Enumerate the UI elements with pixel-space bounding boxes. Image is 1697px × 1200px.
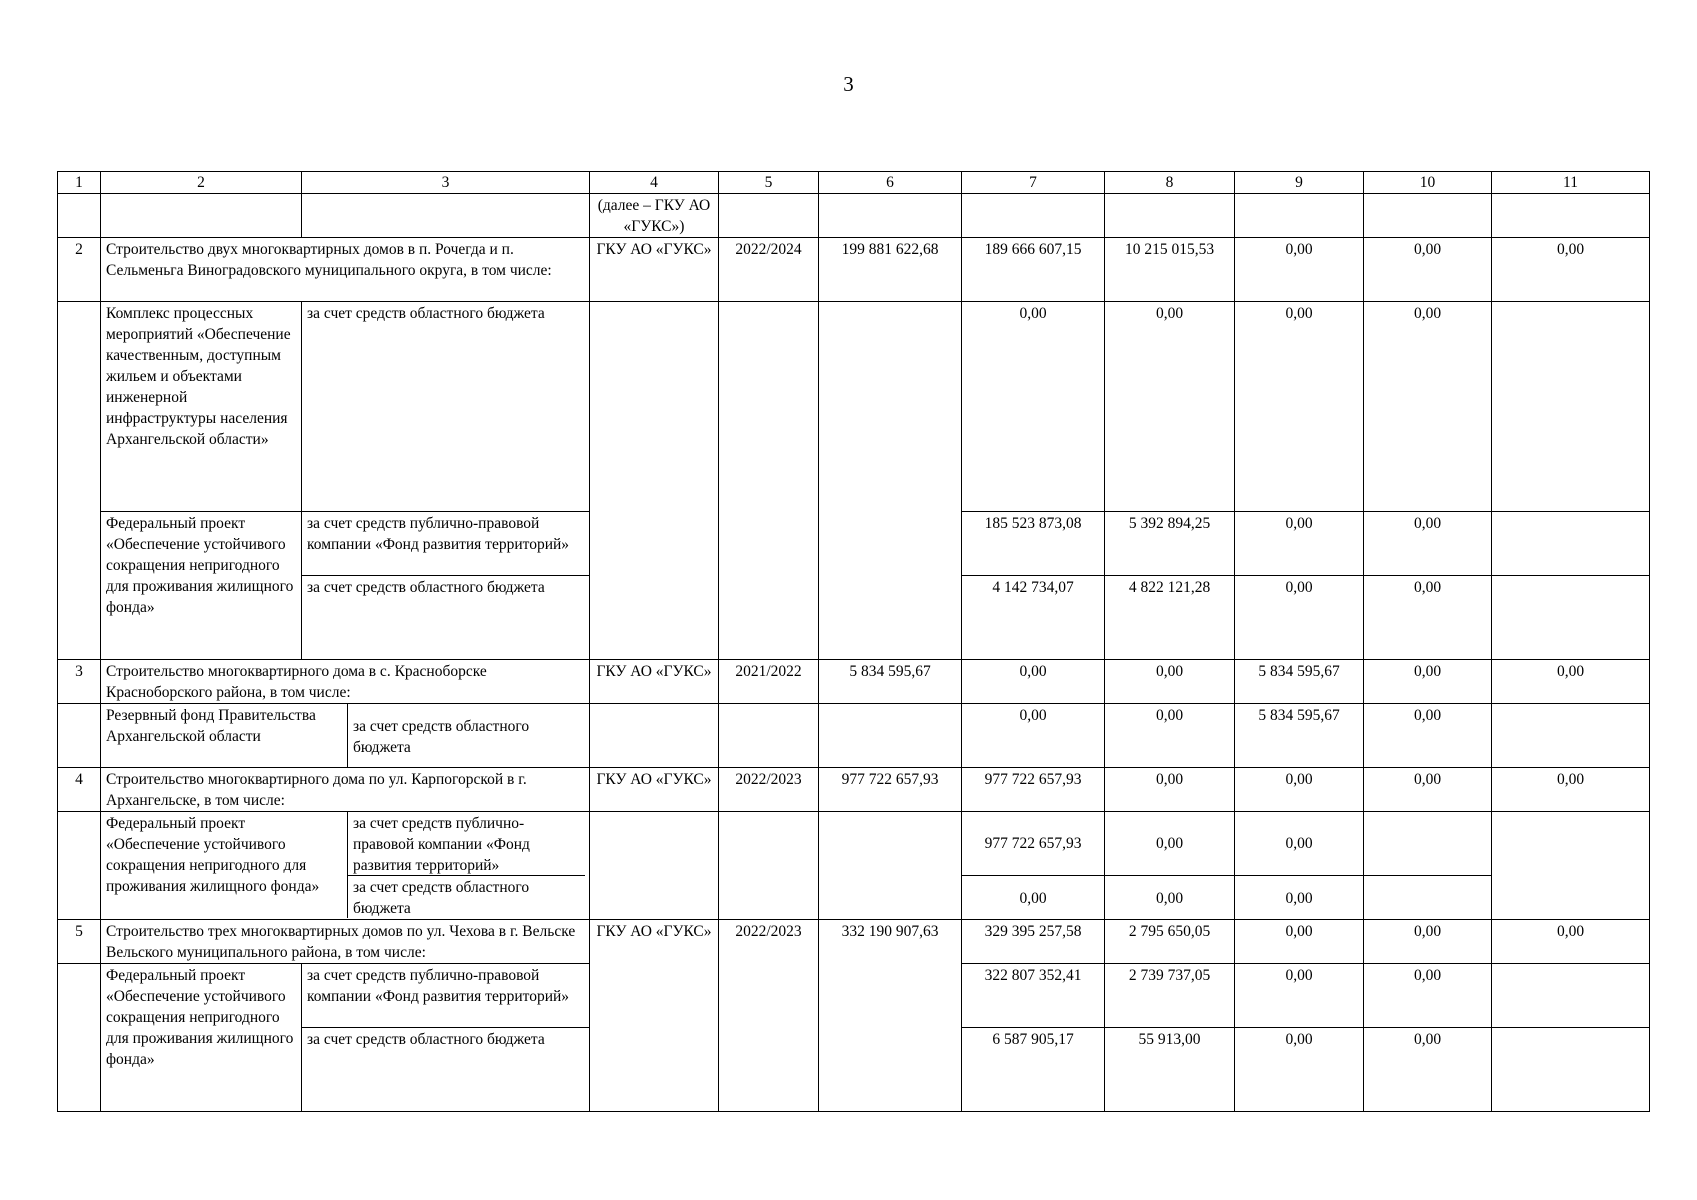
column-number: 11 [1492,172,1650,194]
value-col8: 0,00 [1155,835,1184,852]
column-number: 5 [719,172,819,194]
value-col11: 0,00 [1492,660,1650,704]
value-col9: 5 834 595,67 [1235,660,1364,704]
value-col9: 0,00 [1235,238,1364,302]
column-number: 6 [819,172,962,194]
row-number: 4 [58,768,101,812]
value-col7: 6 587 905,17 [962,1028,1105,1112]
row-number: 5 [58,920,101,964]
value-col9: 0,00 [1285,835,1313,852]
value-col9: 0,00 [1235,302,1364,512]
period: 2022/2023 [719,768,819,812]
value-col7: 0,00 [962,302,1105,512]
object-name: Строительство многоквартирного дома по ул. Карпогорской в г. Архангельске, в том числе: [101,768,590,812]
value-col7: 329 395 257,58 [962,920,1105,964]
value-col9-stack [1235,812,1364,920]
value-col7: 4 142 734,07 [962,576,1105,660]
column-number: 7 [962,172,1105,194]
value-col10-stack [1364,812,1492,920]
period: 2022/2024 [719,238,819,302]
value-col8: 5 392 894,25 [1105,512,1235,576]
value-col7: 977 722 657,93 [962,768,1105,812]
object-name: Строительство многоквартирного дома в с. Красноборске Красноборского района, в том числе: [101,660,590,704]
table-row [58,812,1650,920]
program-name: Комплекс процессных мероприятий «Обеспечение качественным, доступным жильем и объектами инженерной инфраструктуры населения Архангельской области» [101,302,302,512]
value-col9: 5 834 595,67 [1235,704,1364,768]
value-col9: 0,00 [1235,512,1364,576]
program-name: Федеральный проект «Обеспечение устойчивого сокращения непригодного для проживания жилищного фонда» [101,964,302,1112]
value-col8-stack [1105,812,1235,920]
value-col9: 0,00 [1235,964,1364,1028]
value-col10: 0,00 [1364,1028,1492,1112]
value-col8: 2 795 650,05 [1105,920,1235,964]
value-col9: 0,00 [1235,1028,1364,1112]
funding-source: за счет средств областного бюджета [347,704,574,767]
column-number: 8 [1105,172,1235,194]
value-col7-stack [962,812,1105,920]
value-col8: 0,00 [1105,768,1235,812]
funding-source: за счет средств областного бюджета [302,302,590,512]
value-col10: 0,00 [1364,512,1492,576]
value-col8: 0,00 [1105,660,1235,704]
page-number: 3 [843,72,854,96]
table-row [58,660,1650,704]
table-row [58,302,1650,512]
value-col10: 0,00 [1364,920,1492,964]
value-col10: 0,00 [1364,576,1492,660]
value-col11: 0,00 [1492,238,1650,302]
value-col10: 0,00 [1364,704,1492,768]
program-source-cell [101,812,590,920]
value-col8: 10 215 015,53 [1105,238,1235,302]
table-row [58,238,1650,302]
value-col11: 0,00 [1492,920,1650,964]
funding-source: за счет средств публично-правовой компании «Фонд развития территорий» [302,512,590,576]
object-name: Строительство двух многоквартирных домов в п. Рочегда и п. Сельменьга Виноградовского муниципального округа, в том числе: [101,238,590,302]
column-number: 3 [302,172,590,194]
value-col10: 0,00 [1364,302,1492,512]
value-col10: 0,00 [1364,964,1492,1028]
value-col8: 0,00 [1105,302,1235,512]
value-col8: 0,00 [1105,704,1235,768]
total-amount: 977 722 657,93 [819,768,962,812]
executor: ГКУ АО «ГУКС» [590,238,719,302]
value-col7: 0,00 [962,875,1104,919]
funding-source: за счет средств публично-правовой компании «Фонд развития территорий» [302,964,590,1028]
table-row [58,704,1650,768]
value-col7: 977 722 657,93 [984,835,1082,852]
executor-continuation: (далее – ГКУ АО «ГУКС») [590,194,719,238]
period: 2021/2022 [719,660,819,704]
value-col8: 55 913,00 [1105,1028,1235,1112]
table-row [58,920,1650,964]
value-col9: 0,00 [1235,875,1363,919]
column-number-row [58,172,1650,194]
funding-source: за счет средств областного бюджета [302,1028,590,1112]
value-col7: 322 807 352,41 [962,964,1105,1028]
total-amount: 199 881 622,68 [819,238,962,302]
value-col8: 2 739 737,05 [1105,964,1235,1028]
value-col7: 0,00 [962,704,1105,768]
value-col7: 189 666 607,15 [962,238,1105,302]
program-name: Федеральный проект «Обеспечение устойчивого сокращения непригодного для проживания жилищного фонда» [101,512,302,660]
funding-source: за счет средств областного бюджета [302,576,590,660]
value-col9: 0,00 [1235,576,1364,660]
value-col10: 0,00 [1364,238,1492,302]
table-row [58,194,1650,238]
funding-source-stack [347,812,585,918]
object-name: Строительство трех многоквартирных домов по ул. Чехова в г. Вельске Вельского муниципального района, в том числе: [101,920,590,964]
value-col9: 0,00 [1235,920,1364,964]
program-table [57,171,1650,1112]
executor: ГКУ АО «ГУКС» [590,920,719,1112]
table-row [58,768,1650,812]
column-number: 2 [101,172,302,194]
column-number: 10 [1364,172,1492,194]
value-col8: 4 822 121,28 [1105,576,1235,660]
column-number: 4 [590,172,719,194]
value-col10: 0,00 [1364,660,1492,704]
column-number: 1 [58,172,101,194]
column-number: 9 [1235,172,1364,194]
funding-source: за счет средств публично-правовой компании «Фонд развития территорий» [353,815,530,874]
total-amount: 5 834 595,67 [819,660,962,704]
program-source-cell [101,704,590,768]
total-amount: 332 190 907,63 [819,920,962,1112]
value-col7: 185 523 873,08 [962,512,1105,576]
row-number: 2 [58,238,101,302]
funding-source: за счет средств областного бюджета [348,875,585,918]
executor: ГКУ АО «ГУКС» [590,768,719,812]
program-name: Резервный фонд Правительства Архангельской области [106,707,316,745]
executor: ГКУ АО «ГУКС» [590,660,719,704]
row-number: 3 [58,660,101,704]
value-col7: 0,00 [962,660,1105,704]
value-col10: 0,00 [1364,768,1492,812]
program-name: Федеральный проект «Обеспечение устойчивого сокращения непригодного для проживания жилищного фонда» [106,815,320,895]
period: 2022/2023 [719,920,819,1112]
value-col8: 0,00 [1105,875,1234,919]
value-col9: 0,00 [1235,768,1364,812]
value-col11: 0,00 [1492,768,1650,812]
